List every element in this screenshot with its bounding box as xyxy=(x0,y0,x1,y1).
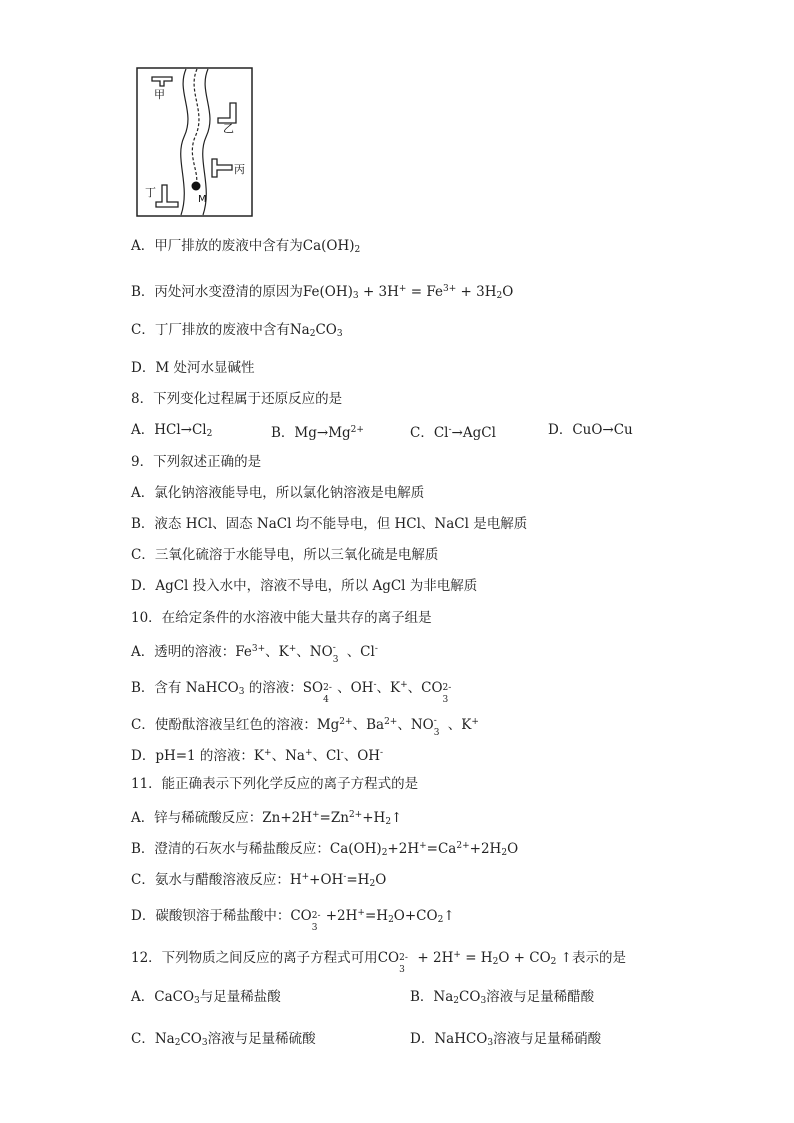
q9-option-c: C．三氧化硫溶于水能导电，所以三氧化硫是电解质 xyxy=(131,547,439,563)
q9-option-a: A．氯化钠溶液能导电，所以氯化钠溶液是电解质 xyxy=(131,485,425,501)
q12-equation: CO 2- 3 + $2H^+ = H_2O + CO_2$ ↑ xyxy=(377,950,573,975)
q10-stem: 10．在给定条件的水溶液中能大量共存的离子组是 xyxy=(131,610,432,626)
q11-option-b: B．澄清的石灰水与稀盐酸反应：$Ca(OH)_2+2H^+=Ca^{2+}+2H_2O$ xyxy=(131,841,519,858)
q12-option-c: C．$Na_2CO_3$溶液与足量稀硫酸 xyxy=(131,1031,316,1048)
q10-option-a: A．透明的溶液：$Fe^{3+}$、K+、NO - 3 、Cl- xyxy=(131,643,378,665)
q10-option-d: D．pH=1 的溶液：K+、Na+、Cl-、OH- xyxy=(131,748,384,764)
q9-option-b: B．液态 HCl、固态 NaCl 均不能导电，但 HCl、NaCl 是电解质 xyxy=(131,516,528,532)
q12-option-b: B．$Na_2CO_3$溶液与足量稀醋酸 xyxy=(410,989,595,1006)
q7-option-d: D．M 处河水显碱性 xyxy=(131,360,255,376)
map-label-jia: 甲 xyxy=(154,88,165,101)
q11-option-a: A．锌与稀硫酸反应：$Zn+2H^+=Zn^{2+}+H_2↑$ xyxy=(131,810,403,827)
q11-option-d: D．碳酸钡溶于稀盐酸中：CO 2- 3 $+2H^+=H_2O+CO_2↑$ xyxy=(131,908,455,933)
q7-option-c: C．丁厂排放的废液中含有$Na_2CO_3$ xyxy=(131,322,343,339)
q8-option-a: A．$HCl\to Cl_2$ xyxy=(131,422,213,439)
map-label-bing: 丙 xyxy=(234,163,245,176)
q8-option-b: B．$Mg\to Mg^{2+}$ xyxy=(271,425,364,441)
q10-option-b: B．含有 NaHCO$_3$ 的溶液：SO 2- 4 、OH-、K+、CO 2- 3 xyxy=(131,680,452,705)
q12-stem: 12．下列物质之间反应的离子方程式可用CO 2- 3 + $2H^+ = H_2O + CO_2$ ↑表示的是 xyxy=(131,950,627,975)
q9-option-d: D．AgCl 投入水中，溶液不导电，所以 AgCl 为非电解质 xyxy=(131,578,478,594)
q11-option-c: C．氨水与醋酸溶液反应：$H^++OH^-=H_2O$ xyxy=(131,872,387,889)
q7-option-b: B．丙处河水变澄清的原因为$Fe(OH)_3 + 3H^+ = Fe^{3+} + 3H_2O$ xyxy=(131,284,514,301)
q12-option-d: D．NaHCO$_3$溶液与足量稀硝酸 xyxy=(410,1031,602,1048)
q9-stem: 9．下列叙述正确的是 xyxy=(131,454,262,470)
q8-option-d: D．CuO→Cu xyxy=(548,422,633,438)
q10-option-c: C．使酚酞溶液呈红色的溶液：$Mg^{2+}$、$Ba^{2+}$、NO - 3 、K+ xyxy=(131,716,479,738)
map-label-yi: 乙 xyxy=(223,122,234,135)
q8-option-c: C．Cl-→AgCl xyxy=(410,425,496,441)
q8-stem: 8．下列变化过程属于还原反应的是 xyxy=(131,391,343,407)
factory-river-map xyxy=(136,67,253,217)
q7-option-a: A．甲厂排放的废液中含有为$Ca(OH)_2$ xyxy=(131,238,361,255)
q12-option-a: A．CaCO$_3$与足量稀盐酸 xyxy=(131,989,281,1006)
map-label-ding: 丁 xyxy=(145,186,156,199)
map-label-m: M xyxy=(198,194,207,205)
q11-stem: 11．能正确表示下列化学反应的离子方程式的是 xyxy=(131,776,419,792)
